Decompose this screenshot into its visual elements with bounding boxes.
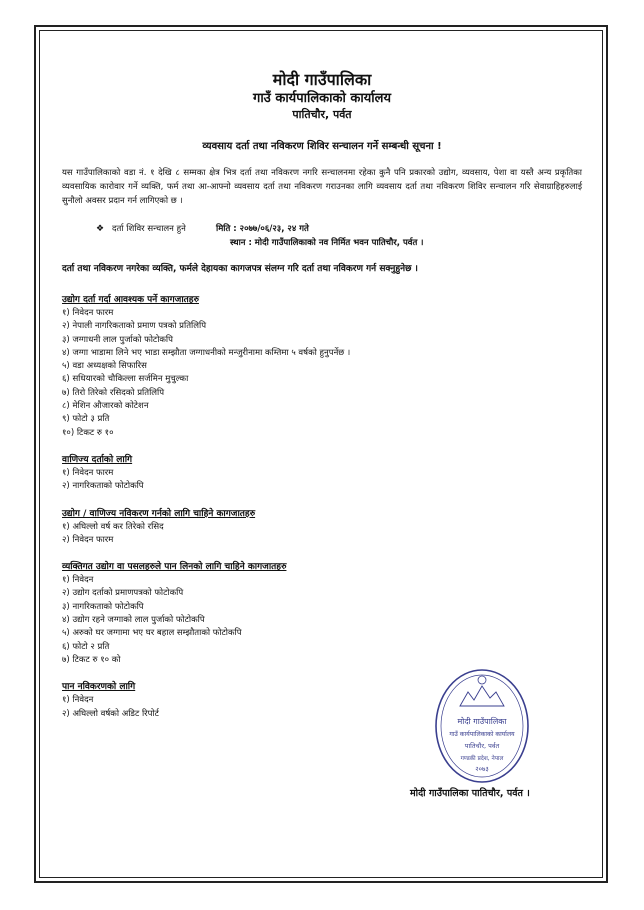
list-item: २) उद्योग दर्ताको प्रमाणपत्रको फोटोकपि (62, 588, 184, 599)
stamp-text: मोदी गाउँपालिका (457, 717, 507, 726)
signature-line: मोदी गाउँपालिका पातिचौर, पर्वत । (410, 788, 530, 799)
stamp-text: गण्डकी प्रदेश, नेपाल (460, 756, 504, 762)
list-item: १) निवेदन फारम (62, 308, 114, 318)
official-stamp (432, 666, 532, 784)
section-title: व्यक्तिगत उद्योग वा पसलहरुले पान लिनको लागि चाहिने कागजातहरु (62, 562, 287, 573)
list-item: ३) नागरिकताको फोटोकपि (62, 601, 144, 612)
list-item: ५) अरुको घर जग्गामा भए घर बहाल सम्झौताको फोटोकपि (62, 628, 242, 639)
diamond-bullet-icon: ❖ (96, 224, 105, 234)
section-renewal (62, 508, 582, 548)
list-item: २) नेपाली नागरिकताको प्रमाण पत्रको प्रतिलिपि (62, 321, 207, 332)
document-list (62, 521, 582, 548)
list-item: ८) मेशिन औजारको कोटेशन (62, 401, 149, 412)
list-item: २) निवेदन फारम (62, 534, 114, 545)
office-name: गाउँ कार्यपालिकाको कार्यालय (253, 91, 391, 106)
stamp-text: २०७३ (475, 765, 489, 773)
camp-label: दर्ता शिविर सन्चालन हुने (112, 224, 186, 234)
list-item: ४) जग्गा भाडामा लिने भए भाडा सम्झौता जग्गाधनीको मन्जुरीनामा कम्तिमा ५ वर्षको हुनुपर्नेछ । (62, 347, 351, 358)
list-item: ७) टिकट रु १० को (62, 654, 121, 665)
notice-document (62, 70, 582, 721)
document-list (62, 307, 582, 440)
list-item: १०) टिकट रु १० (62, 427, 114, 438)
section-title: पान नविकरणको लागि (62, 682, 136, 693)
list-item: १) निवेदन (62, 575, 94, 586)
document-list (62, 574, 582, 667)
list-item: ६) फोटो २ प्रति (62, 641, 110, 652)
list-item: ७) तिरो तिरेको रसिदको प्रतिलिपि (62, 387, 165, 398)
section-title: उद्योग / वाणिज्य नविकरण गर्नको लागि चाहिने कागजातहरु (62, 508, 256, 519)
list-item: १) निवेदन (62, 695, 94, 706)
section-commerce-registration (62, 454, 582, 494)
document-list (62, 467, 582, 494)
camp-info (62, 222, 582, 252)
list-item: ४) उद्योग रहने जग्गाको लाल पुर्जाको फोटोकपि (62, 615, 205, 626)
section-pan-registration (62, 561, 582, 667)
list-item: १) निवेदन फारम (62, 467, 114, 478)
camp-date: मिति : २०७७/०६/२३, २४ गते (216, 224, 309, 234)
section-industry-registration (62, 294, 582, 440)
intro-paragraph: यस गाउँपालिकाको वडा नं. १ देखि ८ सम्मका क्षेत्र भित्र दर्ता तथा नविकरण नगरि सन्चालनमा रहेका कुनै पनि प्रकारको उद्योग, व्यवसाय, पेशा वा यस्तै अन्य प्रकृतिका व्यवसायिक कारोवार गर्ने व्यक्ति, फर्म तथा आ-आफ्नो व्यवसाय दर्ता तथा नविकरण गराउनका लागि व्यवसाय दर्ता तथा नविकरण शिविर सन्चालन गरि सेवाग्राहिहरुलाई सुनौलो अवसर प्रदान गर्न लागिएको छ । (62, 168, 582, 206)
list-item: २) अघिल्लो वर्षको अडिट रिपोर्ट (62, 708, 159, 719)
list-item: ५) वडा अध्यक्षको सिफारिस (62, 361, 147, 372)
stamp-text: गाउँ कार्यपालिकाको कार्यालय (449, 731, 515, 738)
stamp-text: पातिचौर, पर्वत (464, 742, 500, 750)
list-item: २) नागरिकताको फोटोकपि (62, 481, 144, 492)
list-item: ६) सधियारको चौकिल्ला सर्जमिन मुचुल्का (62, 374, 189, 385)
list-item: १) अघिल्लो वर्ष कर तिरेको रसिद (62, 521, 164, 532)
notice-subject: व्यवसाय दर्ता तथा नविकरण शिविर सन्चालन गर्ने सम्बन्धी सूचना ! (202, 141, 442, 152)
document-notice: दर्ता तथा नविकरण नगरेका व्यक्ति, फर्मले देहायका कागजपत्र संलग्न गरि दर्ता तथा नविकरण गर्न सक्नुहुनेछ । (62, 264, 418, 274)
list-item: ९) फोटो ३ प्रति (62, 414, 110, 425)
list-item: ३) जग्गाधनी लाल पुर्जाको फोटोकपि (62, 334, 173, 345)
camp-place: स्थान : मोदी गाउँपालिकाको नव निर्मित भवन पातिचौर, पर्वत । (230, 238, 424, 248)
org-name: मोदी गाउँपालिका (272, 70, 372, 89)
section-title: उद्योग दर्ता गर्दा आवश्यक पर्ने कागजातहरु (62, 295, 199, 305)
office-address: पातिचौर, पर्वत (292, 108, 352, 121)
section-title: वाणिज्य दर्ताको लागि (62, 454, 133, 465)
